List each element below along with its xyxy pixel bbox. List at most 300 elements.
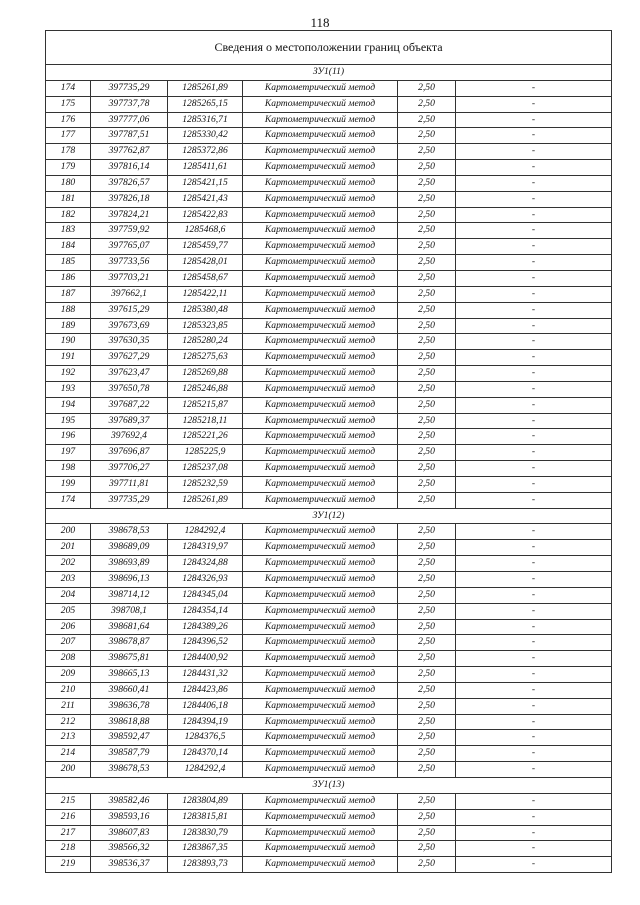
cell-point-number: 174 <box>46 80 91 96</box>
cell-description: - <box>456 239 612 255</box>
cell-point-number: 208 <box>46 651 91 667</box>
cell-method: Картометрический метод <box>243 587 398 603</box>
cell-point-number: 174 <box>46 492 91 508</box>
cell-y-coordinate: 1285237,08 <box>168 461 243 477</box>
cell-description: - <box>456 809 612 825</box>
cell-point-number: 183 <box>46 223 91 239</box>
cell-point-number: 177 <box>46 128 91 144</box>
cell-accuracy: 2,50 <box>398 857 456 873</box>
cell-method: Картометрический метод <box>243 270 398 286</box>
cell-method: Картометрический метод <box>243 556 398 572</box>
cell-x-coordinate: 398592,47 <box>91 730 168 746</box>
table-row <box>46 619 612 635</box>
cell-point-number: 204 <box>46 587 91 603</box>
cell-method: Картометрический метод <box>243 793 398 809</box>
cell-accuracy: 2,50 <box>398 651 456 667</box>
cell-point-number: 211 <box>46 698 91 714</box>
cell-y-coordinate: 1285330,42 <box>168 128 243 144</box>
cell-description: - <box>456 144 612 160</box>
cell-accuracy: 2,50 <box>398 572 456 588</box>
cell-point-number: 214 <box>46 746 91 762</box>
cell-x-coordinate: 397706,27 <box>91 461 168 477</box>
cell-method: Картометрический метод <box>243 429 398 445</box>
cell-description: - <box>456 350 612 366</box>
cell-accuracy: 2,50 <box>398 698 456 714</box>
cell-y-coordinate: 1283893,73 <box>168 857 243 873</box>
cell-y-coordinate: 1285428,01 <box>168 255 243 271</box>
cell-x-coordinate: 397711,81 <box>91 476 168 492</box>
cell-point-number: 186 <box>46 270 91 286</box>
cell-description: - <box>456 160 612 176</box>
table-row <box>46 270 612 286</box>
cell-y-coordinate: 1283867,35 <box>168 841 243 857</box>
cell-accuracy: 2,50 <box>398 191 456 207</box>
cell-point-number: 199 <box>46 476 91 492</box>
table-row <box>46 698 612 714</box>
cell-description: - <box>456 366 612 382</box>
table-row <box>46 667 612 683</box>
cell-point-number: 207 <box>46 635 91 651</box>
cell-point-number: 203 <box>46 572 91 588</box>
cell-x-coordinate: 398536,37 <box>91 857 168 873</box>
cell-point-number: 190 <box>46 334 91 350</box>
cell-y-coordinate: 1285246,88 <box>168 381 243 397</box>
table-row <box>46 587 612 603</box>
table-row <box>46 572 612 588</box>
cell-accuracy: 2,50 <box>398 793 456 809</box>
table-row <box>46 429 612 445</box>
cell-y-coordinate: 1285218,11 <box>168 413 243 429</box>
cell-accuracy: 2,50 <box>398 270 456 286</box>
cell-description: - <box>456 80 612 96</box>
cell-y-coordinate: 1284431,32 <box>168 667 243 683</box>
cell-accuracy: 2,50 <box>398 255 456 271</box>
cell-accuracy: 2,50 <box>398 381 456 397</box>
cell-method: Картометрический метод <box>243 651 398 667</box>
cell-point-number: 198 <box>46 461 91 477</box>
table-row <box>46 144 612 160</box>
cell-y-coordinate: 1285458,67 <box>168 270 243 286</box>
cell-x-coordinate: 398675,81 <box>91 651 168 667</box>
group-header-row <box>46 65 612 81</box>
cell-y-coordinate: 1284389,26 <box>168 619 243 635</box>
cell-y-coordinate: 1284423,86 <box>168 682 243 698</box>
cell-method: Картометрический метод <box>243 825 398 841</box>
cell-x-coordinate: 397689,37 <box>91 413 168 429</box>
table-row <box>46 841 612 857</box>
cell-y-coordinate: 1285225,9 <box>168 445 243 461</box>
cell-y-coordinate: 1285265,15 <box>168 96 243 112</box>
cell-description: - <box>456 286 612 302</box>
cell-description: - <box>456 556 612 572</box>
cell-method: Картометрический метод <box>243 397 398 413</box>
cell-y-coordinate: 1283830,79 <box>168 825 243 841</box>
table-row <box>46 191 612 207</box>
cell-point-number: 189 <box>46 318 91 334</box>
cell-y-coordinate: 1284406,18 <box>168 698 243 714</box>
cell-description: - <box>456 603 612 619</box>
cell-y-coordinate: 1285372,86 <box>168 144 243 160</box>
cell-method: Картометрический метод <box>243 682 398 698</box>
cell-accuracy: 2,50 <box>398 825 456 841</box>
cell-description: - <box>456 651 612 667</box>
cell-accuracy: 2,50 <box>398 635 456 651</box>
cell-method: Картометрический метод <box>243 350 398 366</box>
cell-x-coordinate: 397787,51 <box>91 128 168 144</box>
cell-x-coordinate: 398665,13 <box>91 667 168 683</box>
table-row <box>46 461 612 477</box>
cell-description: - <box>456 223 612 239</box>
table-title: Сведения о местоположении границ объекта <box>46 31 612 65</box>
table-row <box>46 334 612 350</box>
cell-method: Картометрический метод <box>243 80 398 96</box>
cell-point-number: 206 <box>46 619 91 635</box>
cell-point-number: 188 <box>46 302 91 318</box>
cell-description: - <box>456 397 612 413</box>
cell-y-coordinate: 1283804,89 <box>168 793 243 809</box>
cell-y-coordinate: 1284354,14 <box>168 603 243 619</box>
group-header-row <box>46 508 612 524</box>
cell-accuracy: 2,50 <box>398 524 456 540</box>
cell-accuracy: 2,50 <box>398 286 456 302</box>
cell-y-coordinate: 1284396,52 <box>168 635 243 651</box>
cell-description: - <box>456 524 612 540</box>
cell-point-number: 187 <box>46 286 91 302</box>
cell-x-coordinate: 397735,29 <box>91 492 168 508</box>
cell-point-number: 178 <box>46 144 91 160</box>
table-row <box>46 96 612 112</box>
cell-method: Картометрический метод <box>243 223 398 239</box>
cell-method: Картометрический метод <box>243 160 398 176</box>
cell-y-coordinate: 1285221,26 <box>168 429 243 445</box>
cell-point-number: 212 <box>46 714 91 730</box>
cell-accuracy: 2,50 <box>398 461 456 477</box>
cell-description: - <box>456 302 612 318</box>
cell-description: - <box>456 857 612 873</box>
table-row <box>46 445 612 461</box>
cell-x-coordinate: 397759,92 <box>91 223 168 239</box>
cell-accuracy: 2,50 <box>398 397 456 413</box>
table-row <box>46 112 612 128</box>
cell-accuracy: 2,50 <box>398 714 456 730</box>
cell-method: Картометрический метод <box>243 746 398 762</box>
cell-method: Картометрический метод <box>243 619 398 635</box>
cell-accuracy: 2,50 <box>398 80 456 96</box>
table-row <box>46 128 612 144</box>
table-row <box>46 524 612 540</box>
cell-y-coordinate: 1284400,92 <box>168 651 243 667</box>
table-row <box>46 80 612 96</box>
cell-description: - <box>456 667 612 683</box>
cell-method: Картометрический метод <box>243 603 398 619</box>
table-row <box>46 381 612 397</box>
cell-method: Картометрический метод <box>243 128 398 144</box>
cell-x-coordinate: 397623,47 <box>91 366 168 382</box>
cell-y-coordinate: 1285411,61 <box>168 160 243 176</box>
cell-x-coordinate: 397733,56 <box>91 255 168 271</box>
cell-point-number: 219 <box>46 857 91 873</box>
table-row <box>46 762 612 778</box>
table-row <box>46 492 612 508</box>
cell-y-coordinate: 1284292,4 <box>168 762 243 778</box>
cell-description: - <box>456 334 612 350</box>
group-label: ЗУ1(12) <box>46 508 612 524</box>
group-label: ЗУ1(11) <box>46 65 612 81</box>
cell-point-number: 200 <box>46 524 91 540</box>
cell-method: Картометрический метод <box>243 809 398 825</box>
cell-description: - <box>456 207 612 223</box>
cell-x-coordinate: 397735,29 <box>91 80 168 96</box>
cell-accuracy: 2,50 <box>398 302 456 318</box>
cell-method: Картометрический метод <box>243 492 398 508</box>
table-row <box>46 239 612 255</box>
cell-description: - <box>456 175 612 191</box>
cell-x-coordinate: 398660,41 <box>91 682 168 698</box>
cell-description: - <box>456 572 612 588</box>
cell-y-coordinate: 1285421,43 <box>168 191 243 207</box>
cell-accuracy: 2,50 <box>398 239 456 255</box>
cell-accuracy: 2,50 <box>398 682 456 698</box>
cell-accuracy: 2,50 <box>398 429 456 445</box>
cell-x-coordinate: 397662,1 <box>91 286 168 302</box>
cell-point-number: 205 <box>46 603 91 619</box>
cell-y-coordinate: 1285316,71 <box>168 112 243 128</box>
cell-method: Картометрический метод <box>243 667 398 683</box>
table-row <box>46 730 612 746</box>
cell-description: - <box>456 762 612 778</box>
cell-description: - <box>456 476 612 492</box>
cell-y-coordinate: 1285232,59 <box>168 476 243 492</box>
cell-accuracy: 2,50 <box>398 603 456 619</box>
cell-x-coordinate: 398593,16 <box>91 809 168 825</box>
cell-method: Картометрический метод <box>243 318 398 334</box>
cell-method: Картометрический метод <box>243 112 398 128</box>
cell-method: Картометрический метод <box>243 841 398 857</box>
cell-description: - <box>456 429 612 445</box>
cell-x-coordinate: 397777,06 <box>91 112 168 128</box>
cell-description: - <box>456 730 612 746</box>
cell-y-coordinate: 1284376,5 <box>168 730 243 746</box>
cell-method: Картометрический метод <box>243 857 398 873</box>
cell-method: Картометрический метод <box>243 96 398 112</box>
cell-accuracy: 2,50 <box>398 96 456 112</box>
cell-point-number: 180 <box>46 175 91 191</box>
cell-point-number: 175 <box>46 96 91 112</box>
cell-x-coordinate: 398714,12 <box>91 587 168 603</box>
cell-description: - <box>456 714 612 730</box>
cell-accuracy: 2,50 <box>398 746 456 762</box>
cell-point-number: 196 <box>46 429 91 445</box>
cell-x-coordinate: 397630,35 <box>91 334 168 350</box>
cell-x-coordinate: 398693,89 <box>91 556 168 572</box>
table-row <box>46 350 612 366</box>
cell-accuracy: 2,50 <box>398 540 456 556</box>
group-header-row <box>46 777 612 793</box>
cell-y-coordinate: 1285380,48 <box>168 302 243 318</box>
cell-accuracy: 2,50 <box>398 128 456 144</box>
table-row <box>46 397 612 413</box>
table-row <box>46 207 612 223</box>
table-row <box>46 255 612 271</box>
cell-y-coordinate: 1284326,93 <box>168 572 243 588</box>
cell-description: - <box>456 841 612 857</box>
cell-accuracy: 2,50 <box>398 207 456 223</box>
cell-point-number: 176 <box>46 112 91 128</box>
cell-y-coordinate: 1284370,14 <box>168 746 243 762</box>
table-row <box>46 603 612 619</box>
cell-method: Картометрический метод <box>243 524 398 540</box>
cell-y-coordinate: 1285468,6 <box>168 223 243 239</box>
table-row <box>46 635 612 651</box>
cell-point-number: 179 <box>46 160 91 176</box>
cell-x-coordinate: 398618,88 <box>91 714 168 730</box>
table-title-row <box>46 31 612 65</box>
cell-y-coordinate: 1285280,24 <box>168 334 243 350</box>
table-row <box>46 793 612 809</box>
table-row <box>46 476 612 492</box>
cell-x-coordinate: 397824,21 <box>91 207 168 223</box>
cell-accuracy: 2,50 <box>398 366 456 382</box>
cell-description: - <box>456 698 612 714</box>
cell-y-coordinate: 1285261,89 <box>168 492 243 508</box>
cell-description: - <box>456 128 612 144</box>
cell-x-coordinate: 398678,53 <box>91 524 168 540</box>
cell-accuracy: 2,50 <box>398 556 456 572</box>
cell-description: - <box>456 587 612 603</box>
cell-method: Картометрический метод <box>243 445 398 461</box>
cell-y-coordinate: 1285323,85 <box>168 318 243 334</box>
cell-method: Картометрический метод <box>243 540 398 556</box>
cell-x-coordinate: 398696,13 <box>91 572 168 588</box>
cell-method: Картометрический метод <box>243 144 398 160</box>
cell-accuracy: 2,50 <box>398 619 456 635</box>
cell-point-number: 191 <box>46 350 91 366</box>
cell-y-coordinate: 1283815,81 <box>168 809 243 825</box>
cell-y-coordinate: 1284292,4 <box>168 524 243 540</box>
cell-description: - <box>456 825 612 841</box>
cell-method: Картометрический метод <box>243 461 398 477</box>
cell-point-number: 213 <box>46 730 91 746</box>
cell-point-number: 193 <box>46 381 91 397</box>
cell-point-number: 185 <box>46 255 91 271</box>
cell-y-coordinate: 1285269,88 <box>168 366 243 382</box>
cell-accuracy: 2,50 <box>398 223 456 239</box>
table-row <box>46 540 612 556</box>
cell-method: Картометрический метод <box>243 762 398 778</box>
cell-accuracy: 2,50 <box>398 413 456 429</box>
cell-x-coordinate: 397737,78 <box>91 96 168 112</box>
cell-y-coordinate: 1285275,63 <box>168 350 243 366</box>
cell-x-coordinate: 397826,18 <box>91 191 168 207</box>
cell-method: Картометрический метод <box>243 239 398 255</box>
cell-method: Картометрический метод <box>243 286 398 302</box>
cell-x-coordinate: 398689,09 <box>91 540 168 556</box>
table-row <box>46 809 612 825</box>
cell-accuracy: 2,50 <box>398 492 456 508</box>
group-label: ЗУ1(13) <box>46 777 612 793</box>
cell-method: Картометрический метод <box>243 698 398 714</box>
table-row <box>46 857 612 873</box>
cell-method: Картометрический метод <box>243 334 398 350</box>
cell-accuracy: 2,50 <box>398 476 456 492</box>
table-body <box>46 31 612 873</box>
cell-accuracy: 2,50 <box>398 809 456 825</box>
cell-point-number: 200 <box>46 762 91 778</box>
table-row <box>46 175 612 191</box>
cell-x-coordinate: 398678,87 <box>91 635 168 651</box>
cell-point-number: 201 <box>46 540 91 556</box>
cell-point-number: 181 <box>46 191 91 207</box>
cell-method: Картометрический метод <box>243 191 398 207</box>
cell-accuracy: 2,50 <box>398 160 456 176</box>
cell-y-coordinate: 1285215,87 <box>168 397 243 413</box>
cell-x-coordinate: 398582,46 <box>91 793 168 809</box>
cell-method: Картометрический метод <box>243 730 398 746</box>
cell-x-coordinate: 397627,29 <box>91 350 168 366</box>
cell-point-number: 184 <box>46 239 91 255</box>
cell-y-coordinate: 1285422,83 <box>168 207 243 223</box>
cell-description: - <box>456 682 612 698</box>
cell-x-coordinate: 397687,22 <box>91 397 168 413</box>
boundary-table <box>45 30 612 873</box>
cell-description: - <box>456 540 612 556</box>
cell-point-number: 194 <box>46 397 91 413</box>
cell-accuracy: 2,50 <box>398 445 456 461</box>
table-row <box>46 825 612 841</box>
cell-method: Картометрический метод <box>243 366 398 382</box>
cell-point-number: 210 <box>46 682 91 698</box>
cell-y-coordinate: 1284345,04 <box>168 587 243 603</box>
cell-method: Картометрический метод <box>243 635 398 651</box>
cell-description: - <box>456 255 612 271</box>
cell-accuracy: 2,50 <box>398 730 456 746</box>
cell-x-coordinate: 397650,78 <box>91 381 168 397</box>
cell-accuracy: 2,50 <box>398 318 456 334</box>
cell-x-coordinate: 397816,14 <box>91 160 168 176</box>
cell-description: - <box>456 96 612 112</box>
cell-x-coordinate: 397692,4 <box>91 429 168 445</box>
cell-description: - <box>456 619 612 635</box>
page-number: 118 <box>310 15 330 30</box>
cell-method: Картометрический метод <box>243 413 398 429</box>
table-row <box>46 651 612 667</box>
cell-accuracy: 2,50 <box>398 334 456 350</box>
cell-description: - <box>456 318 612 334</box>
cell-description: - <box>456 746 612 762</box>
cell-accuracy: 2,50 <box>398 350 456 366</box>
cell-y-coordinate: 1284324,88 <box>168 556 243 572</box>
cell-point-number: 197 <box>46 445 91 461</box>
table-row <box>46 302 612 318</box>
cell-y-coordinate: 1285261,89 <box>168 80 243 96</box>
table-row <box>46 682 612 698</box>
cell-description: - <box>456 793 612 809</box>
cell-point-number: 182 <box>46 207 91 223</box>
cell-accuracy: 2,50 <box>398 667 456 683</box>
cell-point-number: 216 <box>46 809 91 825</box>
table-row <box>46 223 612 239</box>
cell-point-number: 209 <box>46 667 91 683</box>
cell-description: - <box>456 112 612 128</box>
cell-method: Картометрический метод <box>243 572 398 588</box>
cell-x-coordinate: 398681,64 <box>91 619 168 635</box>
cell-x-coordinate: 397673,69 <box>91 318 168 334</box>
table-row <box>46 556 612 572</box>
cell-method: Картометрический метод <box>243 175 398 191</box>
cell-method: Картометрический метод <box>243 255 398 271</box>
cell-method: Картометрический метод <box>243 714 398 730</box>
cell-y-coordinate: 1284394,19 <box>168 714 243 730</box>
